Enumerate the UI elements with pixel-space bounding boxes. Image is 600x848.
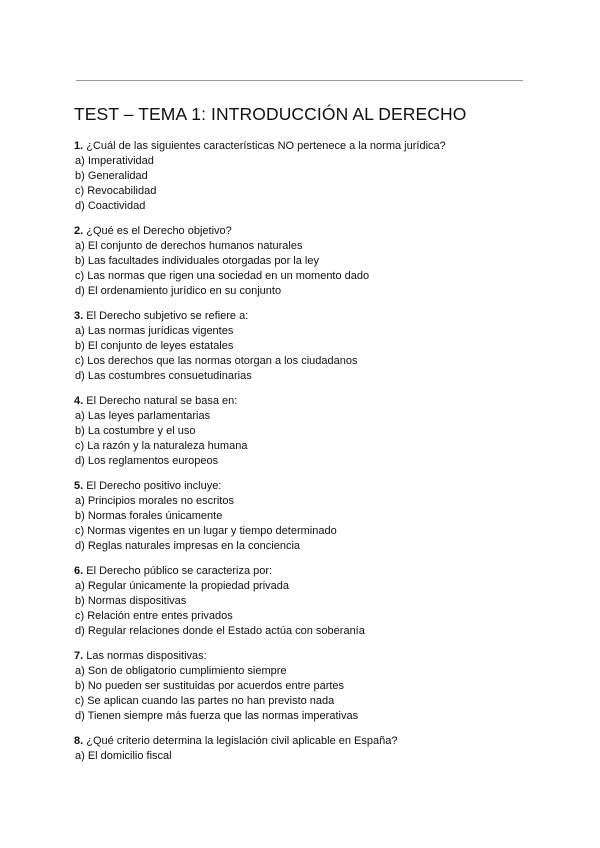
answer-option: b) El conjunto de leyes estatales [75, 340, 234, 352]
question-stem: ¿Qué criterio determina la legislación civil aplicable en España? [83, 735, 398, 747]
answer-option: c) Los derechos que las normas otorgan a los ciudadanos [75, 355, 358, 367]
question-stem: El Derecho natural se basa en: [83, 395, 238, 407]
answer-option: a) El domicilio fiscal [75, 750, 172, 762]
question-number: 8. [74, 735, 84, 747]
question-text [74, 734, 544, 749]
question-stem: El Derecho positivo incluye: [83, 480, 222, 492]
question-list [74, 139, 544, 774]
question-stem: ¿Qué es el Derecho objetivo? [83, 225, 232, 237]
header-rule [76, 80, 523, 81]
answer-option: d) Las costumbres consuetudinarias [75, 370, 252, 382]
answer-option: c) Normas vigentes en un lugar y tiempo determinado [75, 525, 337, 537]
question-text [74, 479, 544, 494]
answer-option: d) El ordenamiento jurídico en su conjunto [75, 285, 282, 297]
question-number: 7. [74, 650, 84, 662]
answer-option: c) Revocabilidad [75, 185, 157, 197]
question-text [74, 649, 544, 664]
answer-option: a) El conjunto de derechos humanos naturales [75, 240, 303, 252]
question-number: 5. [74, 480, 84, 492]
question-number: 2. [74, 225, 84, 237]
answer-option: a) Son de obligatorio cumplimiento siempre [75, 665, 287, 677]
answer-option: b) No pueden ser sustituidas por acuerdos entre partes [75, 680, 345, 692]
answer-option: a) Las leyes parlamentarias [75, 410, 211, 422]
question-number: 6. [74, 565, 84, 577]
answer-option: d) Los reglamentos europeos [75, 455, 219, 467]
question-number: 4. [74, 395, 84, 407]
question-stem: Las normas dispositivas: [83, 650, 207, 662]
answer-option: d) Regular relaciones donde el Estado actúa con soberanía [75, 625, 365, 637]
question-4 [74, 394, 544, 469]
answer-option: a) Las normas jurídicas vigentes [75, 325, 234, 337]
question-number: 1. [74, 140, 84, 152]
document-title: TEST – TEMA 1: INTRODUCCIÓN AL DERECHO [74, 104, 467, 124]
question-text [74, 139, 544, 154]
answer-option: b) La costumbre y el uso [75, 425, 196, 437]
answer-option: d) Tienen siempre más fuerza que las normas imperativas [75, 710, 359, 722]
question-text [74, 394, 544, 409]
answer-option: b) Normas dispositivas [75, 595, 187, 607]
question-stem: El Derecho subjetivo se refiere a: [83, 310, 249, 322]
answer-option: c) La razón y la naturaleza humana [75, 440, 248, 452]
answer-option: c) Se aplican cuando las partes no han previsto nada [75, 695, 335, 707]
answer-option: a) Principios morales no escritos [75, 495, 234, 507]
question-2 [74, 224, 544, 299]
question-7 [74, 649, 544, 724]
answer-option: c) Las normas que rigen una sociedad en un momento dado [75, 270, 370, 282]
question-text [74, 564, 544, 579]
question-8 [74, 734, 544, 764]
question-number: 3. [74, 310, 84, 322]
answer-option: d) Reglas naturales impresas en la conciencia [75, 540, 301, 552]
question-stem: El Derecho público se caracteriza por: [83, 565, 273, 577]
question-5 [74, 479, 544, 554]
answer-option: b) Normas forales únicamente [75, 510, 223, 522]
question-6 [74, 564, 544, 639]
answer-option: a) Imperatividad [75, 155, 154, 167]
question-text [74, 224, 544, 239]
question-stem: ¿Cuál de las siguientes características NO pertenece a la norma jurídica? [83, 140, 446, 152]
answer-option: b) Las facultades individuales otorgadas por la ley [75, 255, 319, 267]
answer-option: a) Regular únicamente la propiedad privada [75, 580, 290, 592]
question-1 [74, 139, 544, 214]
answer-option: d) Coactividad [75, 200, 146, 212]
answer-option: c) Relación entre entes privados [75, 610, 233, 622]
answer-option: b) Generalidad [75, 170, 148, 182]
question-3 [74, 309, 544, 384]
question-text [74, 309, 544, 324]
